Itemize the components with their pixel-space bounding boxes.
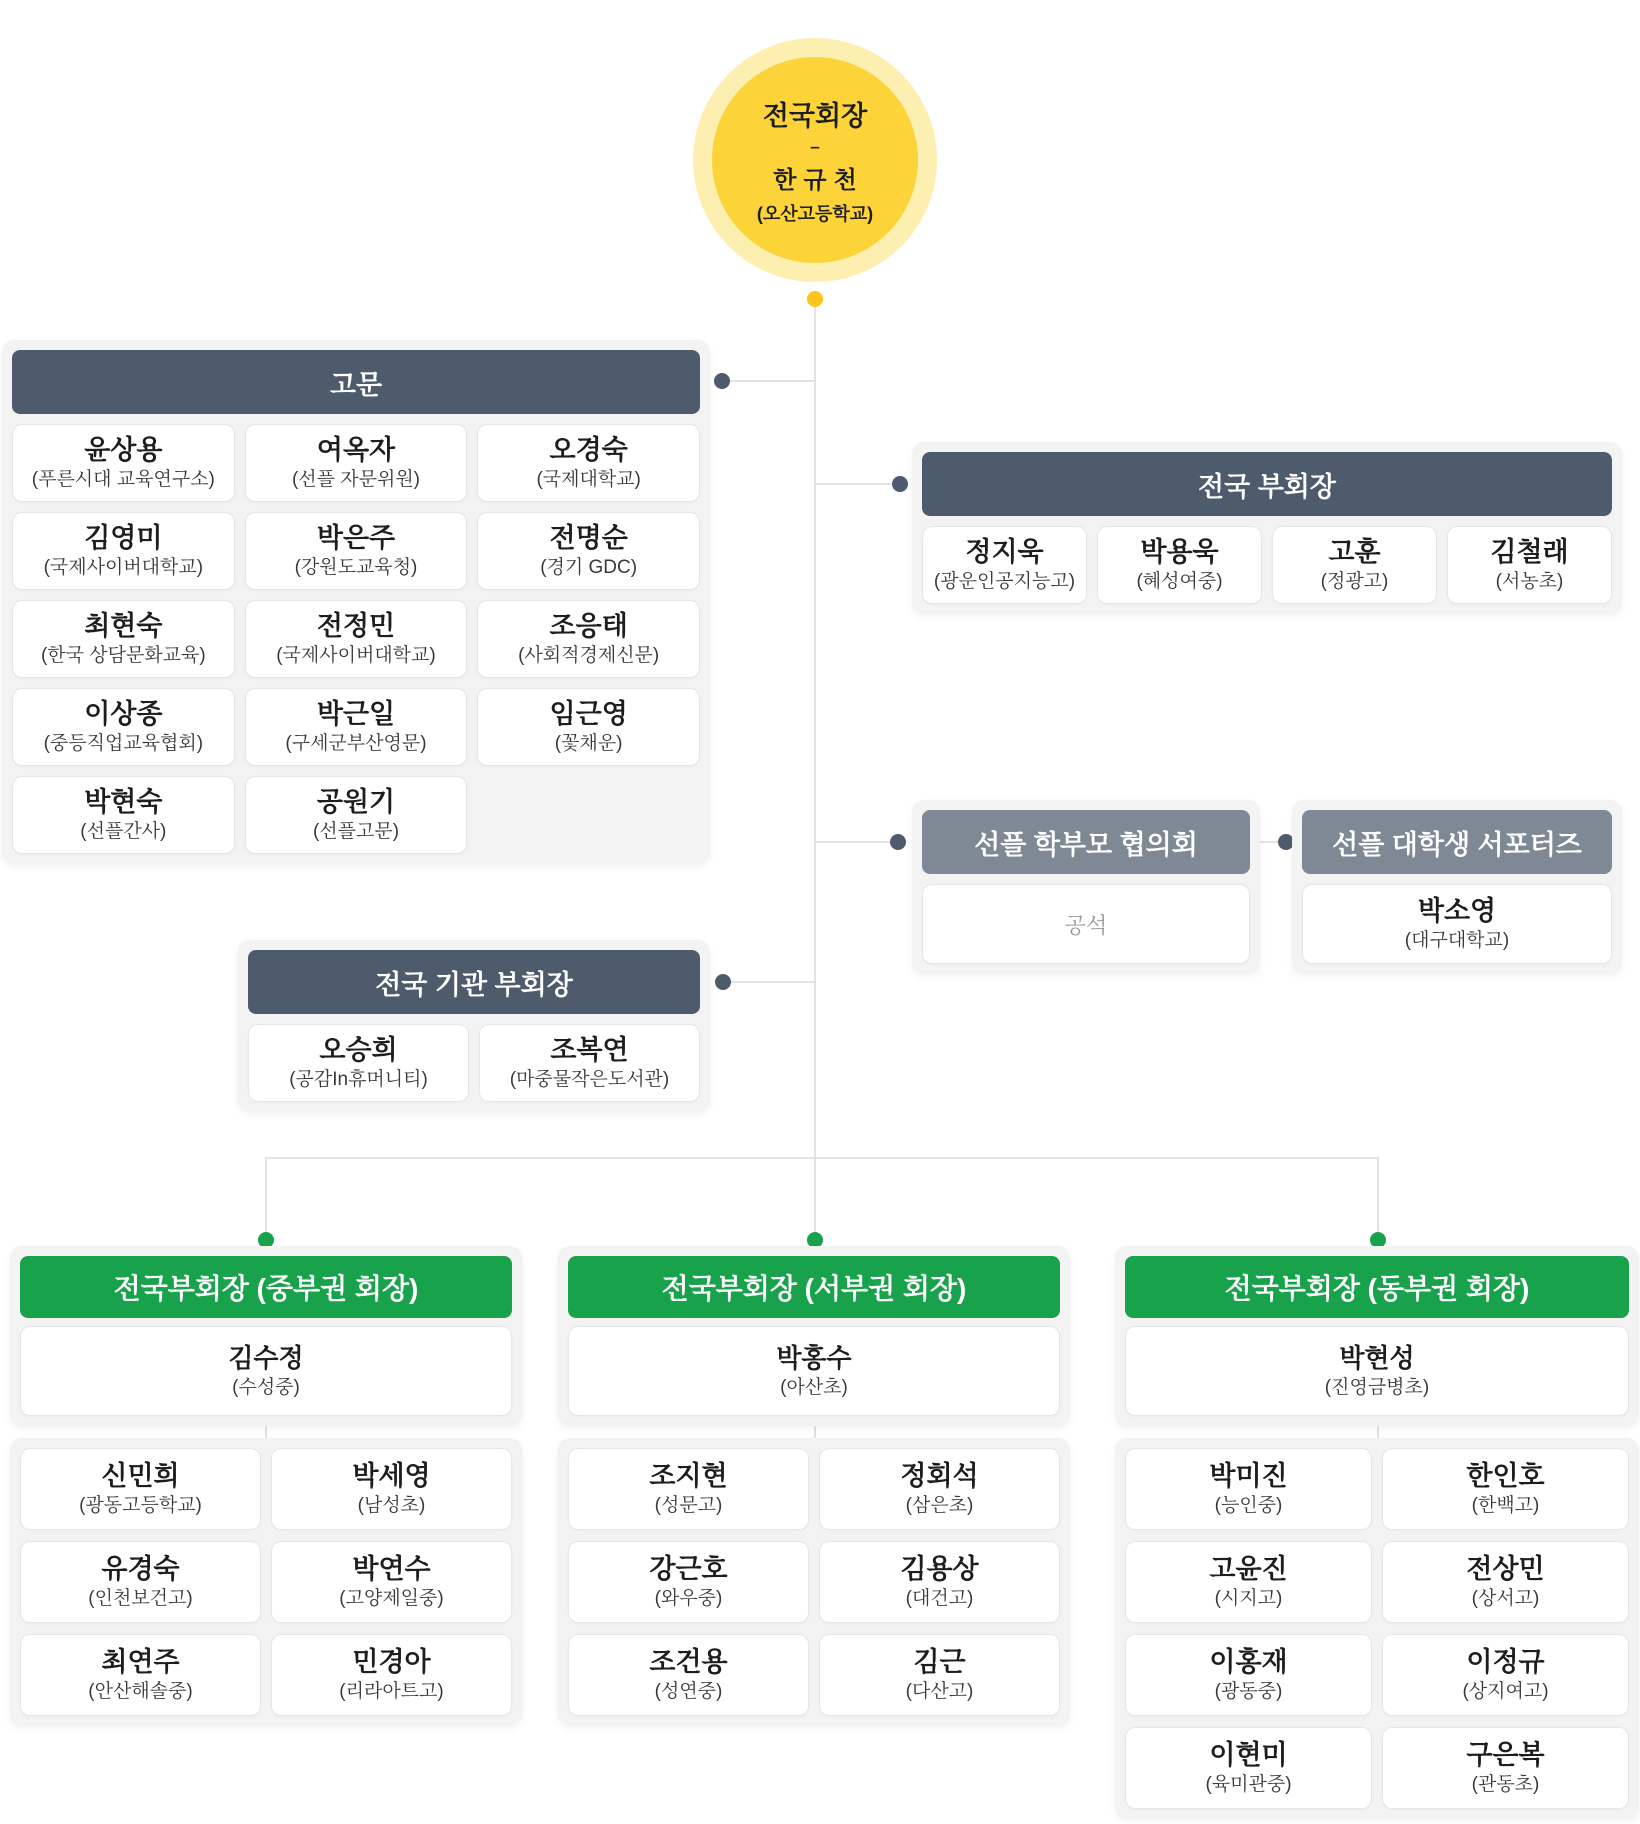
college-supporters-header: 선플 대학생 서포터즈 bbox=[1302, 810, 1612, 874]
member-card bbox=[479, 1024, 700, 1102]
member-org: (능인중) bbox=[1214, 1495, 1283, 1517]
member-card bbox=[1447, 526, 1612, 604]
member-card bbox=[819, 1448, 1060, 1530]
college-supporters-panel bbox=[1292, 800, 1622, 974]
member-name: 강근호 bbox=[649, 1554, 728, 1585]
connector-vice-presidents bbox=[815, 483, 900, 485]
member-org: (상서고) bbox=[1471, 1588, 1540, 1610]
member-name: 조지현 bbox=[649, 1461, 728, 1492]
member-card bbox=[245, 776, 468, 854]
member-card bbox=[1125, 1727, 1372, 1809]
member-org: (경기 GDC) bbox=[540, 557, 638, 579]
member-name: 한인호 bbox=[1466, 1461, 1545, 1492]
org-vice-presidents-header: 전국 기관 부회장 bbox=[248, 950, 700, 1014]
member-org: (푸른시대 교육연구소) bbox=[31, 469, 215, 491]
member-org: (삼은초) bbox=[905, 1495, 974, 1517]
member-card bbox=[245, 512, 468, 590]
member-name: 오승희 bbox=[319, 1035, 398, 1066]
member-name: 이상종 bbox=[84, 699, 163, 730]
member-name: 박세영 bbox=[352, 1461, 431, 1492]
region-1-members-grid bbox=[20, 1448, 512, 1716]
member-org: (국제사이버대학교) bbox=[276, 645, 436, 667]
member-name: 박은주 bbox=[316, 523, 396, 554]
leader-org: (아산초) bbox=[780, 1376, 848, 1398]
member-org: (성연중) bbox=[654, 1681, 723, 1703]
member-card bbox=[12, 424, 235, 502]
advisors-header: 고문 bbox=[12, 350, 700, 414]
member-card bbox=[1125, 1541, 1372, 1623]
member-card bbox=[20, 1448, 261, 1530]
member-name: 김용상 bbox=[900, 1554, 979, 1585]
connector-advisors bbox=[722, 380, 814, 382]
leader-name: 박현성 bbox=[1339, 1342, 1415, 1373]
member-name: 최연주 bbox=[101, 1647, 180, 1678]
leader-org: (진영금병초) bbox=[1324, 1376, 1430, 1398]
member-name: 정지욱 bbox=[965, 537, 1044, 568]
parent-council-header: 선플 학부모 협의회 bbox=[922, 810, 1250, 874]
connector-regions-horizontal bbox=[265, 1157, 1378, 1159]
member-org: (광동고등학교) bbox=[79, 1495, 202, 1517]
member-card bbox=[568, 1634, 809, 1716]
connector-region-1-drop bbox=[265, 1157, 267, 1240]
member-org: (마중물작은도서관) bbox=[509, 1069, 670, 1091]
member-card bbox=[271, 1448, 512, 1530]
region-leader-card bbox=[1125, 1326, 1629, 1416]
member-card bbox=[819, 1634, 1060, 1716]
vice-presidents-dot bbox=[892, 476, 908, 492]
member-name: 고훈 bbox=[1328, 537, 1381, 568]
member-card bbox=[1097, 526, 1262, 604]
advisors-panel bbox=[2, 340, 710, 864]
member-name: 김영미 bbox=[84, 523, 163, 554]
member-card bbox=[12, 688, 235, 766]
member-card bbox=[248, 1024, 469, 1102]
member-card bbox=[245, 688, 468, 766]
chairman-title: 전국회장 bbox=[762, 101, 868, 131]
member-org: (남성초) bbox=[357, 1495, 426, 1517]
member-card bbox=[568, 1541, 809, 1623]
member-name: 조건용 bbox=[649, 1647, 728, 1678]
member-org: (리라아트고) bbox=[339, 1681, 444, 1703]
connector-region-2-drop bbox=[814, 1157, 816, 1240]
region-leader-card bbox=[20, 1326, 512, 1416]
member-card bbox=[1382, 1448, 1629, 1530]
member-org: (정광고) bbox=[1320, 571, 1389, 593]
org-vice-presidents-grid bbox=[248, 1024, 700, 1102]
member-card bbox=[477, 688, 700, 766]
member-name: 이현미 bbox=[1209, 1740, 1288, 1771]
member-name: 전정민 bbox=[316, 611, 396, 642]
org-vice-presidents-panel bbox=[238, 940, 710, 1112]
member-org: (한국 상담문화교육) bbox=[40, 645, 206, 667]
member-card bbox=[12, 776, 235, 854]
vacant-card bbox=[922, 884, 1250, 964]
member-org: (서농초) bbox=[1495, 571, 1564, 593]
member-name: 전상민 bbox=[1466, 1554, 1545, 1585]
member-org: (국제사이버대학교) bbox=[43, 557, 204, 579]
member-name: 전명순 bbox=[549, 523, 628, 554]
member-card bbox=[245, 600, 468, 678]
leader-name: 박홍수 bbox=[776, 1342, 852, 1373]
member-org: (시지고) bbox=[1214, 1588, 1283, 1610]
member-org: (고양제일중) bbox=[339, 1588, 444, 1610]
chairman-connector-dot bbox=[807, 291, 823, 307]
member-card bbox=[568, 1448, 809, 1530]
member-name: 김근 bbox=[913, 1647, 966, 1678]
member-name: 최현숙 bbox=[84, 611, 163, 642]
member-org: (선플고문) bbox=[312, 821, 400, 843]
member-org: (선플간사) bbox=[80, 821, 167, 843]
connector-region-2-members bbox=[814, 1424, 816, 1438]
member-card bbox=[12, 600, 235, 678]
region-2-header: 전국부회장 (서부권 회장) bbox=[568, 1256, 1060, 1318]
member-org: (와우중) bbox=[654, 1588, 723, 1610]
member-card bbox=[245, 424, 468, 502]
member-name: 이정규 bbox=[1466, 1647, 1545, 1678]
member-org: (광운인공지능고) bbox=[933, 571, 1076, 593]
member-name: 조응태 bbox=[549, 611, 628, 642]
member-org: (광동중) bbox=[1214, 1681, 1283, 1703]
chairman-dash: – bbox=[810, 137, 820, 156]
member-name: 박근일 bbox=[316, 699, 396, 730]
region-1-members-panel bbox=[10, 1438, 522, 1726]
connector-center-vertical bbox=[814, 299, 816, 1158]
member-card bbox=[271, 1541, 512, 1623]
member-card bbox=[1125, 1634, 1372, 1716]
member-card bbox=[20, 1634, 261, 1716]
connector-region-3-members bbox=[1377, 1424, 1379, 1438]
vice-presidents-header: 전국 부회장 bbox=[922, 452, 1612, 516]
connector-region-3-drop bbox=[1377, 1157, 1379, 1240]
connector-org-vice-presidents bbox=[731, 981, 815, 983]
advisors-grid bbox=[12, 424, 700, 854]
member-name: 박소영 bbox=[1417, 896, 1497, 927]
member-card bbox=[922, 526, 1087, 604]
region-3-header: 전국부회장 (동부권 회장) bbox=[1125, 1256, 1629, 1318]
member-card bbox=[1382, 1541, 1629, 1623]
member-card bbox=[477, 600, 700, 678]
leader-name: 김수정 bbox=[228, 1342, 304, 1373]
region-1-header: 전국부회장 (중부권 회장) bbox=[20, 1256, 512, 1318]
member-name: 유경숙 bbox=[101, 1554, 180, 1585]
member-card bbox=[12, 512, 235, 590]
chairman-node bbox=[712, 57, 918, 263]
member-name: 공원기 bbox=[316, 787, 396, 818]
region-leader-card bbox=[568, 1326, 1060, 1416]
member-name: 여옥자 bbox=[316, 435, 396, 466]
member-org: (인천보건고) bbox=[88, 1588, 193, 1610]
member-card bbox=[1382, 1727, 1629, 1809]
leader-org: (수성중) bbox=[232, 1376, 300, 1398]
connector-parent-council bbox=[815, 841, 898, 843]
org-vice-presidents-dot bbox=[715, 974, 731, 990]
member-org: (구세군부산영문) bbox=[285, 733, 427, 755]
member-name: 윤상용 bbox=[84, 435, 163, 466]
region-2-leader-panel bbox=[558, 1246, 1070, 1426]
vacant-label: 공석 bbox=[1064, 912, 1108, 938]
region-3-leader-panel bbox=[1115, 1246, 1639, 1426]
region-3-members-grid bbox=[1125, 1448, 1629, 1809]
chairman-org: (오산고등학교) bbox=[756, 204, 874, 224]
member-card bbox=[1302, 884, 1612, 964]
member-name: 이홍재 bbox=[1209, 1647, 1288, 1678]
member-name: 박현숙 bbox=[84, 787, 163, 818]
region-2-members-grid bbox=[568, 1448, 1060, 1716]
member-name: 정회석 bbox=[900, 1461, 979, 1492]
member-name: 구은복 bbox=[1466, 1740, 1545, 1771]
member-org: (국제대학교) bbox=[536, 469, 641, 491]
region-1-leader-panel bbox=[10, 1246, 522, 1426]
parent-council-panel bbox=[912, 800, 1260, 974]
member-card bbox=[1382, 1634, 1629, 1716]
member-org: (강원도교육청) bbox=[294, 557, 418, 579]
member-name: 박연수 bbox=[352, 1554, 431, 1585]
member-org: (사회적경제신문) bbox=[518, 645, 660, 667]
member-name: 오경숙 bbox=[549, 435, 628, 466]
member-org: (혜성여중) bbox=[1136, 571, 1223, 593]
member-card bbox=[477, 424, 700, 502]
region-2-members-panel bbox=[558, 1438, 1070, 1726]
member-org: (선플 자문위원) bbox=[291, 469, 421, 491]
advisors-dot bbox=[714, 373, 730, 389]
member-org: (성문고) bbox=[654, 1495, 723, 1517]
member-org: (관동초) bbox=[1471, 1774, 1540, 1796]
member-org: (안산해솔중) bbox=[88, 1681, 193, 1703]
member-name: 조복연 bbox=[550, 1035, 629, 1066]
member-name: 고윤진 bbox=[1209, 1554, 1288, 1585]
member-card bbox=[20, 1541, 261, 1623]
member-org: (공감In휴머니티) bbox=[289, 1069, 428, 1091]
connector-region-1-members bbox=[265, 1424, 267, 1438]
member-name: 신민희 bbox=[101, 1461, 180, 1492]
member-name: 박미진 bbox=[1209, 1461, 1288, 1492]
member-name: 박용욱 bbox=[1140, 537, 1219, 568]
member-card bbox=[819, 1541, 1060, 1623]
vice-presidents-panel bbox=[912, 442, 1622, 614]
vice-presidents-grid bbox=[922, 526, 1612, 604]
member-card bbox=[1272, 526, 1437, 604]
member-org: (상지여고) bbox=[1462, 1681, 1549, 1703]
member-org: (중등직업교육협회) bbox=[43, 733, 204, 755]
member-org: (대건고) bbox=[905, 1588, 974, 1610]
member-card bbox=[1125, 1448, 1372, 1530]
chairman-name: 한규천 bbox=[773, 167, 864, 194]
member-card bbox=[271, 1634, 512, 1716]
member-org: (육미관중) bbox=[1205, 1774, 1292, 1796]
parent-council-dot bbox=[890, 834, 906, 850]
member-name: 민경아 bbox=[352, 1647, 431, 1678]
region-3-members-panel bbox=[1115, 1438, 1639, 1819]
member-org: (한백고) bbox=[1471, 1495, 1540, 1517]
member-card bbox=[477, 512, 700, 590]
member-org: (대구대학교) bbox=[1404, 930, 1510, 952]
member-name: 임근영 bbox=[549, 699, 628, 730]
member-org: (꽃채운) bbox=[554, 733, 623, 755]
member-name: 김철래 bbox=[1490, 537, 1569, 568]
member-org: (다산고) bbox=[905, 1681, 974, 1703]
